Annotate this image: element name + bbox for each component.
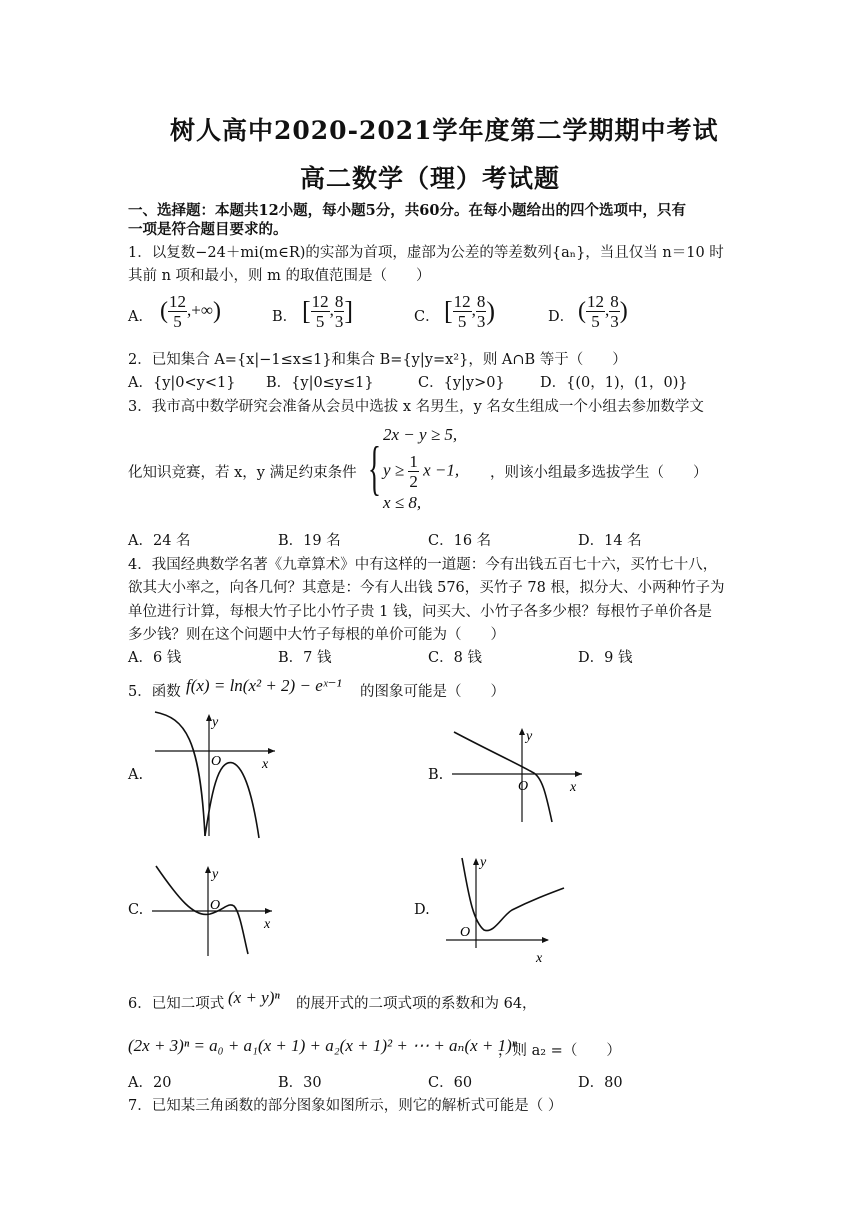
y-axis-label: y	[526, 729, 533, 744]
q5-lead: 5．函数	[128, 684, 181, 700]
q2-stem: 2．已知集合 A={x|−1≤x≤1}和集合 B={y|y=x²}，则 A∩B 等于（ ）	[128, 352, 627, 368]
q3-constraint-2: y ≥ $\frac{1}{2}$ x −1,	[383, 452, 460, 491]
q6-option-d: D．80	[578, 1075, 623, 1091]
y-axis-arrow-icon	[473, 858, 479, 865]
q1-stem-cont: 其前 n 项和最小，则 m 的取值范围是（ ）	[128, 268, 431, 284]
q1-stem: 1．以复数−24＋mi(m∈R)的实部为首项，虚部为公差的等差数列{aₙ}，当且仅当 n＝10 时	[128, 245, 724, 261]
x-axis-arrow-icon	[575, 771, 582, 777]
x-axis-label: x	[262, 757, 269, 772]
q3-option-d: D．14 名	[578, 533, 642, 549]
y-axis-label: y	[480, 855, 487, 870]
q1-option-b-math: [ $\frac{12}{5}$ , $\frac{8}{3}$ ]	[302, 292, 354, 331]
q3-constraint-3: x ≤ 8,	[383, 493, 422, 512]
q5-graph-a	[145, 708, 285, 840]
q1-option-d-label: D．	[548, 309, 575, 325]
x-axis-arrow-icon	[542, 937, 549, 943]
q3-option-c: C．16 名	[428, 533, 492, 549]
q5-tail: 的图象可能是（ ）	[360, 684, 505, 700]
q5-graph-c	[148, 858, 278, 958]
q5-graph-a-label: A.	[128, 767, 144, 783]
q4-option-c: C．8 钱	[428, 650, 482, 666]
curve	[462, 858, 564, 931]
q1-option-d-math: ( $\frac{12}{5}$ , $\frac{8}{3}$ )	[578, 292, 628, 331]
origin-label: O	[518, 779, 529, 794]
q1-option-a-math: ( $\frac{12}{5}$ ,+∞)	[160, 292, 221, 331]
origin-label: O	[460, 925, 471, 940]
q5-graph-d	[436, 850, 576, 968]
q4-option-d: D．9 钱	[578, 650, 633, 666]
q1-option-b-label: B．	[272, 309, 298, 325]
q2-option-a: A．{y|0<y<1}	[128, 375, 236, 391]
q6-formula-1: (x + y)ⁿ	[228, 988, 280, 1007]
q3-constraint-1: 2x − y ≥ 5,	[383, 425, 458, 444]
curve	[155, 712, 205, 836]
exam-subtitle: 高二数学（理）考试题	[300, 164, 561, 193]
q3-option-a: A．24 名	[128, 533, 191, 549]
q4-stem-2: 欲其大小率之，向各几何？其意是：今有人出钱 576，买竹子 78 根，拟分大、小两种竹子为	[128, 580, 725, 596]
y-axis-label: y	[212, 715, 219, 730]
x-axis-label: x	[536, 951, 543, 966]
q7-stem: 7．已知某三角函数的部分图象如图所示，则它的解析式可能是（ ）	[128, 1098, 563, 1114]
q4-option-b: B．7 钱	[278, 650, 332, 666]
section-heading-cont: 一项是符合题目要求的。	[128, 221, 288, 238]
q3-stem: 3．我市高中数学研究会准备从会员中选拔 x 名男生，y 名女生组成一个小组去参加数学文	[128, 399, 704, 415]
q5-graph-d-label: D.	[414, 902, 430, 918]
q3-tail: ，则该小组最多选拔学生（ ）	[490, 465, 708, 481]
x-axis-arrow-icon	[268, 748, 275, 754]
q6-option-c: C．60	[428, 1075, 473, 1091]
q6-option-a: A．20	[128, 1075, 172, 1091]
q1-option-c-label: C．	[414, 309, 440, 325]
q6-option-b: B．30	[278, 1075, 322, 1091]
q6-tail-2: ，则 a₂ =（ ）	[498, 1043, 621, 1059]
origin-label: O	[210, 898, 221, 913]
q1-option-a-label: A．	[128, 309, 153, 325]
curve	[454, 732, 552, 822]
q3-brace: {	[368, 435, 381, 501]
q5-graph-b-label: B.	[428, 767, 444, 783]
q6-lead: 6．已知二项式	[128, 996, 225, 1012]
section-heading: 一、选择题：本题共12小题，每小题5分，共60分。在每小题给出的四个选项中，只有	[128, 202, 686, 219]
curve	[156, 866, 248, 954]
q4-option-a: A．6 钱	[128, 650, 182, 666]
q5-graph-c-label: C.	[128, 902, 144, 918]
q1-option-c-math: [ $\frac{12}{5}$ , $\frac{8}{3}$ )	[444, 292, 496, 331]
q4-stem-3: 单位进行计算，每根大竹子比小竹子贵 1 钱，问买大、小竹子各多少根？每根竹子单价各是	[128, 604, 712, 620]
origin-label: O	[211, 754, 222, 769]
x-axis-label: x	[570, 780, 577, 795]
x-axis-label: x	[264, 917, 271, 932]
q3-option-b: B．19 名	[278, 533, 341, 549]
curve	[205, 763, 259, 838]
y-axis-arrow-icon	[205, 866, 211, 873]
q2-option-b: B．{y|0≤y≤1}	[266, 375, 374, 391]
q6-tail-1: 的展开式的二项式项的系数和为 64，	[296, 996, 537, 1012]
y-axis-arrow-icon	[519, 728, 525, 735]
exam-title: 树人高中2020-2021学年度第二学期期中考试	[170, 116, 719, 145]
q6-formula-2: (2x + 3)ⁿ = a₀ + a₁(x + 1) + a₂(x + 1)² + ⋯ + aₙ(x + 1)ⁿ	[128, 1036, 518, 1055]
q2-option-c: C．{y|y>0}	[418, 375, 505, 391]
q4-stem-4: 多少钱？则在这个问题中大竹子每根的单价可能为（ ）	[128, 627, 505, 643]
q5-graph-b	[448, 724, 588, 824]
y-axis-label: y	[212, 867, 219, 882]
x-axis-arrow-icon	[265, 908, 272, 914]
q3-lead: 化知识竞赛，若 x，y 满足约束条件	[128, 465, 357, 481]
q2-option-d: D．{(0，1)，(1，0)}	[540, 375, 688, 391]
q4-stem-1: 4．我国经典数学名著《九章算术》中有这样的一道题：今有出钱五百七十六，买竹七十八，	[128, 557, 718, 573]
q5-formula: f(x) = ln(x² + 2) − eˣ⁻¹	[186, 676, 342, 695]
